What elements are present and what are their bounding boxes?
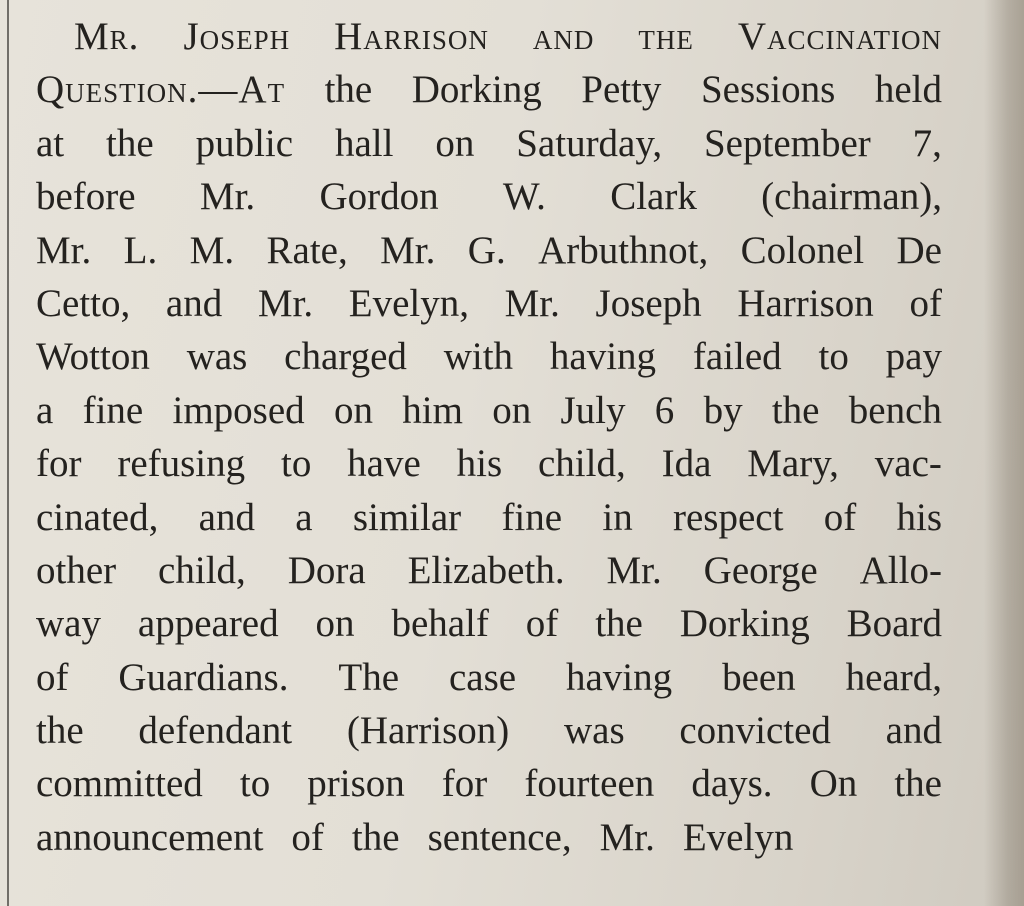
word: sentence, (427, 815, 572, 859)
word: on (333, 388, 373, 432)
word: of (525, 602, 559, 646)
word: On (809, 762, 858, 806)
word: Dorking (411, 68, 542, 112)
word: and (165, 281, 223, 325)
word: announcement (36, 815, 264, 859)
word: failed (692, 335, 782, 379)
word: Mary, (747, 442, 839, 486)
column-rule (7, 0, 9, 906)
word: the (894, 762, 942, 806)
word: days. (691, 762, 773, 806)
word: The (338, 655, 400, 699)
word: bench (848, 388, 942, 432)
text-line (36, 811, 942, 864)
word: G. (467, 228, 506, 272)
word: Guardians. (118, 655, 289, 699)
word: having (565, 655, 673, 699)
word: the (595, 602, 643, 646)
word: of (291, 815, 324, 859)
word: Allo- (859, 548, 942, 592)
text-line (36, 597, 942, 650)
word: appeared (137, 602, 279, 646)
word: by (703, 388, 743, 432)
word: George (703, 548, 818, 592)
text-line (36, 544, 942, 597)
text-line (36, 170, 942, 223)
word: Petty (581, 68, 662, 112)
word: Mr. (504, 281, 560, 325)
word: convicted (679, 709, 831, 753)
word: the (771, 388, 820, 432)
word: L. (123, 228, 158, 272)
word: of (36, 655, 69, 699)
word: 6 (654, 388, 675, 432)
text-line (36, 277, 942, 330)
word: Mr. (599, 815, 655, 859)
word: for (441, 762, 488, 806)
word: on (492, 388, 532, 432)
word: was (186, 335, 248, 379)
word: his (896, 495, 942, 539)
word: Mr. (257, 281, 314, 325)
text-line (36, 330, 942, 383)
word: Question.—At (36, 68, 286, 112)
word: a (36, 388, 54, 432)
word: behalf (391, 602, 489, 646)
word: in (602, 495, 633, 539)
word: the (638, 15, 694, 58)
word: fourteen (524, 762, 655, 806)
word: Mr. (199, 175, 256, 219)
word: Colonel (740, 228, 865, 272)
word: at (36, 121, 65, 165)
word: Dora (287, 548, 366, 592)
word: before (36, 175, 136, 219)
word: Mr. (74, 15, 140, 58)
word: was (563, 709, 625, 753)
word: prison (307, 762, 405, 806)
word: Sessions (700, 68, 836, 112)
word: Rate, (266, 228, 348, 272)
word: July (560, 388, 626, 432)
page-edge-shadow (984, 0, 1024, 906)
word: (chairman), (761, 175, 942, 219)
word: September (703, 121, 871, 165)
word: similar (352, 495, 462, 539)
word: imposed (172, 388, 305, 432)
word: child, (158, 548, 246, 592)
word: (Harrison) (346, 709, 510, 753)
word: held (874, 68, 942, 112)
word: Vaccination (737, 15, 942, 58)
word: charged (284, 335, 407, 379)
word: vac- (874, 442, 942, 486)
word: Joseph (595, 281, 702, 325)
word: Evelyn, (348, 281, 469, 325)
word: pay (885, 335, 942, 379)
word: Wotton (36, 335, 150, 379)
word: Dorking (679, 602, 810, 646)
word: and (198, 495, 255, 539)
word: heard, (845, 655, 942, 699)
word: the (324, 68, 373, 112)
word: W. (502, 175, 546, 219)
word: on (435, 121, 475, 165)
word: on (315, 602, 355, 646)
text-line (36, 437, 942, 490)
word: the (36, 709, 84, 753)
text-line (36, 224, 942, 277)
text-line (36, 704, 942, 757)
word: Harrison (737, 281, 874, 325)
text-line (36, 491, 942, 544)
word: to (280, 442, 312, 486)
word: Ida (661, 442, 712, 486)
word: Evelyn (682, 815, 794, 859)
word: refusing (117, 442, 246, 486)
word: Harrison (334, 15, 489, 58)
word: him (402, 388, 463, 432)
word: hall (334, 121, 394, 165)
word: have (347, 442, 421, 486)
word: for (36, 442, 82, 486)
text-line (36, 651, 942, 704)
word: 7, (912, 121, 942, 165)
word: defendant (138, 709, 293, 753)
word: child, (538, 442, 626, 486)
word: of (909, 281, 942, 325)
word: to (239, 762, 271, 806)
word: Board (846, 602, 942, 646)
text-line (36, 10, 942, 63)
word: been (722, 655, 796, 699)
word: De (896, 228, 942, 272)
word: other (36, 548, 117, 592)
word: Elizabeth. (407, 548, 565, 592)
word: public (195, 121, 294, 165)
word: case (448, 655, 517, 699)
word: the (106, 121, 154, 165)
word: and (532, 15, 595, 58)
word: his (456, 442, 503, 486)
word: Joseph (183, 15, 291, 58)
text-line (36, 757, 942, 810)
word: M. (189, 228, 235, 272)
text-line (36, 384, 942, 437)
word: with (443, 335, 514, 379)
word: Mr. (380, 228, 436, 272)
word: and (885, 709, 942, 753)
word: Mr. (606, 548, 662, 592)
word: fine (501, 495, 563, 539)
word: Cetto, (36, 281, 131, 325)
word: of (823, 495, 857, 539)
word: committed (36, 762, 203, 806)
text-line (36, 63, 942, 116)
word: respect (672, 495, 784, 539)
word: Mr. (36, 228, 92, 272)
text-line (36, 117, 942, 170)
word: the (351, 815, 400, 859)
word: Clark (610, 175, 697, 219)
word: to (818, 335, 849, 379)
word: a (295, 495, 313, 539)
word: Saturday, (516, 121, 663, 165)
article-body (36, 10, 942, 864)
word: way (36, 602, 101, 646)
word: Arbuthnot, (538, 228, 709, 272)
word: fine (82, 388, 144, 432)
word: cinated, (36, 495, 159, 539)
word: having (549, 335, 657, 379)
word: Gordon (319, 175, 439, 219)
